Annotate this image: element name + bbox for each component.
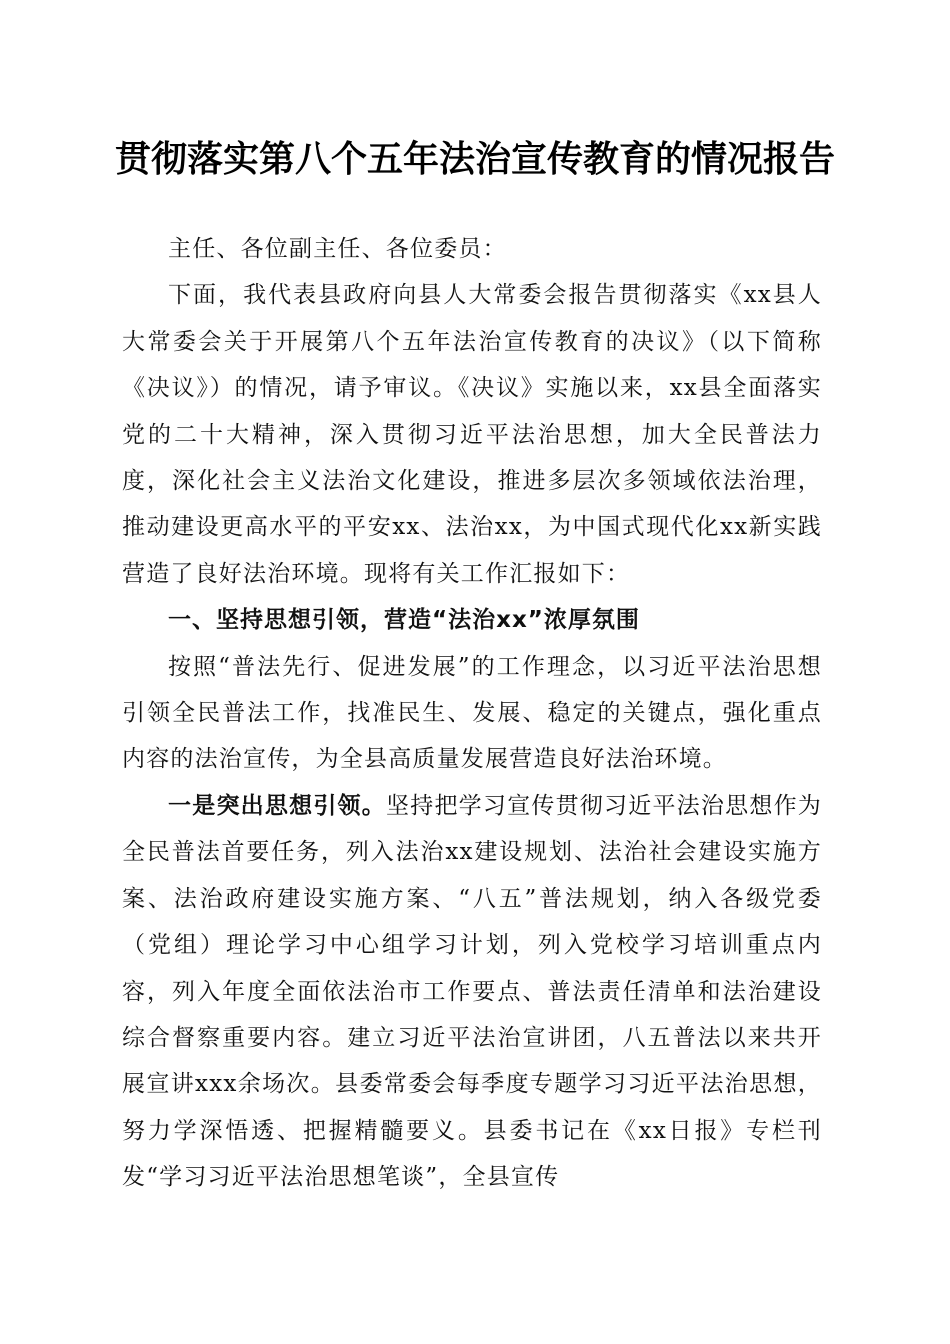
- document-title: 贯彻落实第八个五年法治宣传教育的情况报告: [114, 138, 835, 180]
- point-text: 坚持把学习宣传贯彻习近平法治思想作为全民普法首要任务，列入法治xx建设规划、法治社会建设实施方案、法治政府建设实施方案、“八五”普法规划，纳入各级党委（党组）理论学习中心组学习计划，列入党校学习培训重点内容，列入年度全面依法治市工作要点、普法责任清单和法治建设综合督察重要内容。建立习近平法治宣讲团，八五普法以来共开展宣讲xxx余场次。县委常委会每季度专题学习习近平法治思想，努力学深悟透、把握精髓要义。县委书记在《xx日报》专栏刊发“学习习近平法治思想笔谈”，全县宣传: [122, 792, 822, 1191]
- document-body: [122, 226, 822, 1201]
- section-heading: 一、坚持思想引领，营造“法治xx”浓厚氛围: [168, 607, 640, 634]
- salutation: 主任、各位副主任、各位委员：: [168, 236, 507, 262]
- section-paragraph: 按照“普法先行、促进发展”的工作理念，以习近平法治思想引领全民普法工作，找准民生、发展、稳定的关键点，强化重点内容的法治宣传，为全县高质量发展营造良好法治环境。: [122, 653, 822, 773]
- point-paragraph: [122, 783, 822, 1201]
- intro-paragraph: 下面，我代表县政府向县人大常委会报告贯彻落实《xx县人大常委会关于开展第八个五年法治宣传教育的决议》（以下简称《决议》）的情况，请予审议。《决议》实施以来，xx县全面落实党的二十大精神，深入贯彻习近平法治思想，加大全民普法力度，深化社会主义法治文化建设，推进多层次多领域依法治理，推动建设更高水平的平安xx、法治xx，为中国式现代化xx新实践营造了良好法治环境。现将有关工作汇报如下：: [122, 282, 822, 587]
- point-lead: 一是突出思想引领。: [168, 791, 387, 819]
